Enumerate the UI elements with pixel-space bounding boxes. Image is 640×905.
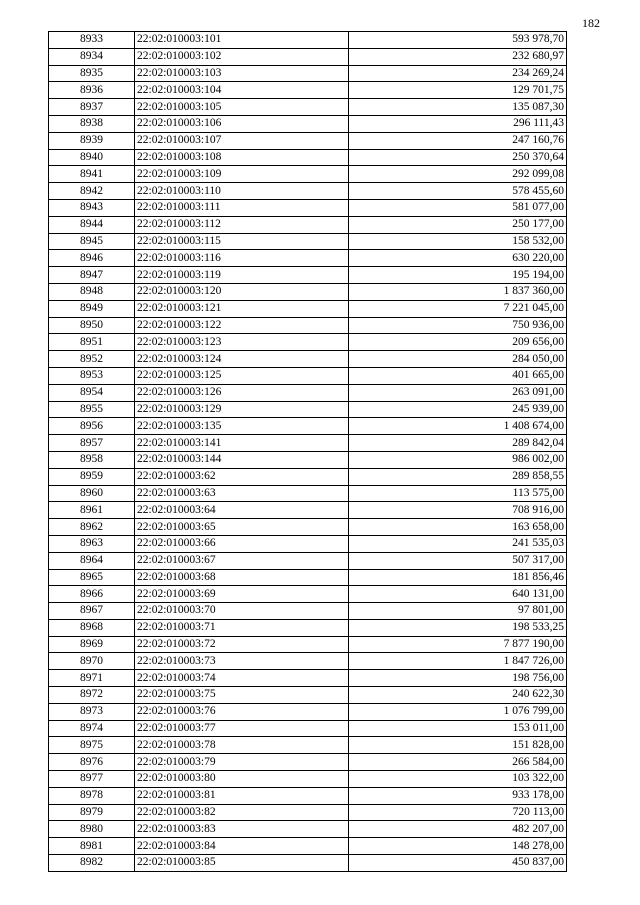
cadastral-value-table xyxy=(48,31,567,872)
cadastral-number-cell: 22:02:010003:129 xyxy=(135,401,349,418)
cadastral-value-cell: 97 801,00 xyxy=(349,603,567,620)
table-row xyxy=(49,670,567,687)
table-row xyxy=(49,754,567,771)
cadastral-number-cell: 22:02:010003:64 xyxy=(135,502,349,519)
cadastral-number-cell: 22:02:010003:62 xyxy=(135,468,349,485)
cadastral-number-cell: 22:02:010003:72 xyxy=(135,636,349,653)
cadastral-value-cell: 284 050,00 xyxy=(349,351,567,368)
row-number-cell: 8950 xyxy=(49,317,135,334)
cadastral-number-cell: 22:02:010003:70 xyxy=(135,603,349,620)
row-number-cell: 8951 xyxy=(49,334,135,351)
cadastral-number-cell: 22:02:010003:105 xyxy=(135,99,349,116)
row-number-cell: 8948 xyxy=(49,283,135,300)
cadastral-number-cell: 22:02:010003:75 xyxy=(135,687,349,704)
table-row xyxy=(49,351,567,368)
cadastral-value-cell: 7 877 190,00 xyxy=(349,636,567,653)
cadastral-number-cell: 22:02:010003:121 xyxy=(135,300,349,317)
row-number-cell: 8974 xyxy=(49,720,135,737)
cadastral-value-cell: 289 858,55 xyxy=(349,468,567,485)
row-number-cell: 8957 xyxy=(49,435,135,452)
table-row xyxy=(49,435,567,452)
cadastral-value-cell: 630 220,00 xyxy=(349,250,567,267)
cadastral-number-cell: 22:02:010003:102 xyxy=(135,48,349,65)
cadastral-number-cell: 22:02:010003:67 xyxy=(135,552,349,569)
cadastral-number-cell: 22:02:010003:79 xyxy=(135,754,349,771)
cadastral-number-cell: 22:02:010003:101 xyxy=(135,32,349,49)
cadastral-value-cell: 163 658,00 xyxy=(349,519,567,536)
table-row xyxy=(49,334,567,351)
cadastral-number-cell: 22:02:010003:115 xyxy=(135,233,349,250)
cadastral-value-cell: 129 701,75 xyxy=(349,82,567,99)
table-row xyxy=(49,32,567,49)
row-number-cell: 8979 xyxy=(49,804,135,821)
cadastral-number-cell: 22:02:010003:120 xyxy=(135,283,349,300)
row-number-cell: 8942 xyxy=(49,183,135,200)
cadastral-value-cell: 578 455,60 xyxy=(349,183,567,200)
table-row xyxy=(49,804,567,821)
cadastral-number-cell: 22:02:010003:126 xyxy=(135,384,349,401)
table-row xyxy=(49,703,567,720)
table-row xyxy=(49,250,567,267)
cadastral-value-cell: 263 091,00 xyxy=(349,384,567,401)
row-number-cell: 8975 xyxy=(49,737,135,754)
row-number-cell: 8949 xyxy=(49,300,135,317)
row-number-cell: 8933 xyxy=(49,32,135,49)
table-row xyxy=(49,586,567,603)
table-row xyxy=(49,300,567,317)
table-row xyxy=(49,569,567,586)
table-row xyxy=(49,149,567,166)
cadastral-number-cell: 22:02:010003:78 xyxy=(135,737,349,754)
cadastral-value-cell: 153 011,00 xyxy=(349,720,567,737)
row-number-cell: 8958 xyxy=(49,451,135,468)
cadastral-number-cell: 22:02:010003:82 xyxy=(135,804,349,821)
cadastral-number-cell: 22:02:010003:141 xyxy=(135,435,349,452)
cadastral-number-cell: 22:02:010003:65 xyxy=(135,519,349,536)
cadastral-number-cell: 22:02:010003:109 xyxy=(135,166,349,183)
cadastral-value-cell: 247 160,76 xyxy=(349,132,567,149)
cadastral-number-cell: 22:02:010003:106 xyxy=(135,115,349,132)
table-row xyxy=(49,485,567,502)
cadastral-value-cell: 181 856,46 xyxy=(349,569,567,586)
cadastral-value-cell: 593 978,70 xyxy=(349,32,567,49)
row-number-cell: 8954 xyxy=(49,384,135,401)
row-number-cell: 8972 xyxy=(49,687,135,704)
row-number-cell: 8935 xyxy=(49,65,135,82)
row-number-cell: 8934 xyxy=(49,48,135,65)
cadastral-number-cell: 22:02:010003:68 xyxy=(135,569,349,586)
row-number-cell: 8960 xyxy=(49,485,135,502)
cadastral-value-cell: 750 936,00 xyxy=(349,317,567,334)
cadastral-value-cell: 209 656,00 xyxy=(349,334,567,351)
cadastral-value-cell: 296 111,43 xyxy=(349,115,567,132)
cadastral-value-cell: 113 575,00 xyxy=(349,485,567,502)
table-row xyxy=(49,48,567,65)
table-row xyxy=(49,619,567,636)
row-number-cell: 8963 xyxy=(49,535,135,552)
cadastral-value-cell: 1 837 360,00 xyxy=(349,283,567,300)
cadastral-value-cell: 708 916,00 xyxy=(349,502,567,519)
table-row xyxy=(49,771,567,788)
table-row xyxy=(49,166,567,183)
table-row xyxy=(49,636,567,653)
cadastral-value-cell: 482 207,00 xyxy=(349,821,567,838)
table-row xyxy=(49,199,567,216)
cadastral-value-cell: 266 584,00 xyxy=(349,754,567,771)
table-row xyxy=(49,65,567,82)
cadastral-number-cell: 22:02:010003:74 xyxy=(135,670,349,687)
table-row xyxy=(49,401,567,418)
table-row xyxy=(49,720,567,737)
cadastral-number-cell: 22:02:010003:66 xyxy=(135,535,349,552)
row-number-cell: 8936 xyxy=(49,82,135,99)
row-number-cell: 8945 xyxy=(49,233,135,250)
table-row xyxy=(49,519,567,536)
table-row xyxy=(49,737,567,754)
cadastral-value-cell: 581 077,00 xyxy=(349,199,567,216)
cadastral-value-cell: 507 317,00 xyxy=(349,552,567,569)
cadastral-value-cell: 720 113,00 xyxy=(349,804,567,821)
row-number-cell: 8978 xyxy=(49,787,135,804)
table-row xyxy=(49,687,567,704)
cadastral-number-cell: 22:02:010003:135 xyxy=(135,418,349,435)
cadastral-value-cell: 933 178,00 xyxy=(349,787,567,804)
row-number-cell: 8953 xyxy=(49,367,135,384)
row-number-cell: 8952 xyxy=(49,351,135,368)
table-row xyxy=(49,821,567,838)
row-number-cell: 8940 xyxy=(49,149,135,166)
row-number-cell: 8939 xyxy=(49,132,135,149)
cadastral-value-cell: 195 194,00 xyxy=(349,267,567,284)
row-number-cell: 8937 xyxy=(49,99,135,116)
cadastral-number-cell: 22:02:010003:119 xyxy=(135,267,349,284)
cadastral-number-cell: 22:02:010003:80 xyxy=(135,771,349,788)
table-row xyxy=(49,535,567,552)
cadastral-number-cell: 22:02:010003:124 xyxy=(135,351,349,368)
table-row xyxy=(49,603,567,620)
cadastral-value-cell: 250 370,64 xyxy=(349,149,567,166)
cadastral-number-cell: 22:02:010003:85 xyxy=(135,855,349,872)
cadastral-number-cell: 22:02:010003:123 xyxy=(135,334,349,351)
table-row xyxy=(49,99,567,116)
cadastral-number-cell: 22:02:010003:69 xyxy=(135,586,349,603)
row-number-cell: 8956 xyxy=(49,418,135,435)
cadastral-value-cell: 240 622,30 xyxy=(349,687,567,704)
row-number-cell: 8969 xyxy=(49,636,135,653)
table-row xyxy=(49,468,567,485)
table-row xyxy=(49,317,567,334)
cadastral-number-cell: 22:02:010003:108 xyxy=(135,149,349,166)
row-number-cell: 8943 xyxy=(49,199,135,216)
cadastral-value-cell: 241 535,03 xyxy=(349,535,567,552)
cadastral-value-cell: 158 532,00 xyxy=(349,233,567,250)
row-number-cell: 8967 xyxy=(49,603,135,620)
cadastral-value-cell: 401 665,00 xyxy=(349,367,567,384)
cadastral-number-cell: 22:02:010003:103 xyxy=(135,65,349,82)
table-body xyxy=(49,32,567,872)
cadastral-number-cell: 22:02:010003:76 xyxy=(135,703,349,720)
cadastral-number-cell: 22:02:010003:77 xyxy=(135,720,349,737)
row-number-cell: 8938 xyxy=(49,115,135,132)
cadastral-value-cell: 1 076 799,00 xyxy=(349,703,567,720)
cadastral-number-cell: 22:02:010003:63 xyxy=(135,485,349,502)
cadastral-value-cell: 198 533,25 xyxy=(349,619,567,636)
row-number-cell: 8944 xyxy=(49,216,135,233)
cadastral-value-cell: 7 221 045,00 xyxy=(349,300,567,317)
cadastral-number-cell: 22:02:010003:125 xyxy=(135,367,349,384)
row-number-cell: 8971 xyxy=(49,670,135,687)
row-number-cell: 8966 xyxy=(49,586,135,603)
cadastral-value-cell: 450 837,00 xyxy=(349,855,567,872)
row-number-cell: 8946 xyxy=(49,250,135,267)
table-row xyxy=(49,216,567,233)
row-number-cell: 8981 xyxy=(49,838,135,855)
cadastral-value-cell: 1 847 726,00 xyxy=(349,653,567,670)
row-number-cell: 8955 xyxy=(49,401,135,418)
cadastral-value-cell: 292 099,08 xyxy=(349,166,567,183)
row-number-cell: 8959 xyxy=(49,468,135,485)
table-row xyxy=(49,115,567,132)
cadastral-value-cell: 135 087,30 xyxy=(349,99,567,116)
cadastral-value-cell: 986 002,00 xyxy=(349,451,567,468)
cadastral-number-cell: 22:02:010003:83 xyxy=(135,821,349,838)
cadastral-value-cell: 245 939,00 xyxy=(349,401,567,418)
table-row xyxy=(49,653,567,670)
table-row xyxy=(49,283,567,300)
row-number-cell: 8947 xyxy=(49,267,135,284)
row-number-cell: 8962 xyxy=(49,519,135,536)
row-number-cell: 8970 xyxy=(49,653,135,670)
table-row xyxy=(49,787,567,804)
page-number: 182 xyxy=(582,16,600,30)
row-number-cell: 8968 xyxy=(49,619,135,636)
row-number-cell: 8982 xyxy=(49,855,135,872)
table-row xyxy=(49,132,567,149)
cadastral-value-cell: 198 756,00 xyxy=(349,670,567,687)
cadastral-number-cell: 22:02:010003:81 xyxy=(135,787,349,804)
cadastral-value-cell: 148 278,00 xyxy=(349,838,567,855)
table-row xyxy=(49,418,567,435)
cadastral-number-cell: 22:02:010003:122 xyxy=(135,317,349,334)
cadastral-value-cell: 250 177,00 xyxy=(349,216,567,233)
row-number-cell: 8977 xyxy=(49,771,135,788)
cadastral-value-cell: 151 828,00 xyxy=(349,737,567,754)
row-number-cell: 8980 xyxy=(49,821,135,838)
cadastral-value-cell: 232 680,97 xyxy=(349,48,567,65)
row-number-cell: 8941 xyxy=(49,166,135,183)
cadastral-number-cell: 22:02:010003:110 xyxy=(135,183,349,200)
table-row xyxy=(49,233,567,250)
cadastral-number-cell: 22:02:010003:73 xyxy=(135,653,349,670)
cadastral-number-cell: 22:02:010003:71 xyxy=(135,619,349,636)
cadastral-number-cell: 22:02:010003:144 xyxy=(135,451,349,468)
cadastral-number-cell: 22:02:010003:84 xyxy=(135,838,349,855)
table-row xyxy=(49,384,567,401)
table-row xyxy=(49,552,567,569)
cadastral-number-cell: 22:02:010003:116 xyxy=(135,250,349,267)
cadastral-number-cell: 22:02:010003:104 xyxy=(135,82,349,99)
row-number-cell: 8973 xyxy=(49,703,135,720)
row-number-cell: 8964 xyxy=(49,552,135,569)
table-row xyxy=(49,838,567,855)
cadastral-number-cell: 22:02:010003:111 xyxy=(135,199,349,216)
cadastral-value-cell: 234 269,24 xyxy=(349,65,567,82)
cadastral-number-cell: 22:02:010003:107 xyxy=(135,132,349,149)
table-row xyxy=(49,855,567,872)
table-row xyxy=(49,183,567,200)
cadastral-value-cell: 103 322,00 xyxy=(349,771,567,788)
table-row xyxy=(49,267,567,284)
cadastral-value-cell: 640 131,00 xyxy=(349,586,567,603)
cadastral-value-cell: 1 408 674,00 xyxy=(349,418,567,435)
row-number-cell: 8965 xyxy=(49,569,135,586)
table-row xyxy=(49,502,567,519)
table-row xyxy=(49,451,567,468)
row-number-cell: 8976 xyxy=(49,754,135,771)
table-row xyxy=(49,82,567,99)
row-number-cell: 8961 xyxy=(49,502,135,519)
table-row xyxy=(49,367,567,384)
cadastral-value-cell: 289 842,04 xyxy=(349,435,567,452)
cadastral-number-cell: 22:02:010003:112 xyxy=(135,216,349,233)
